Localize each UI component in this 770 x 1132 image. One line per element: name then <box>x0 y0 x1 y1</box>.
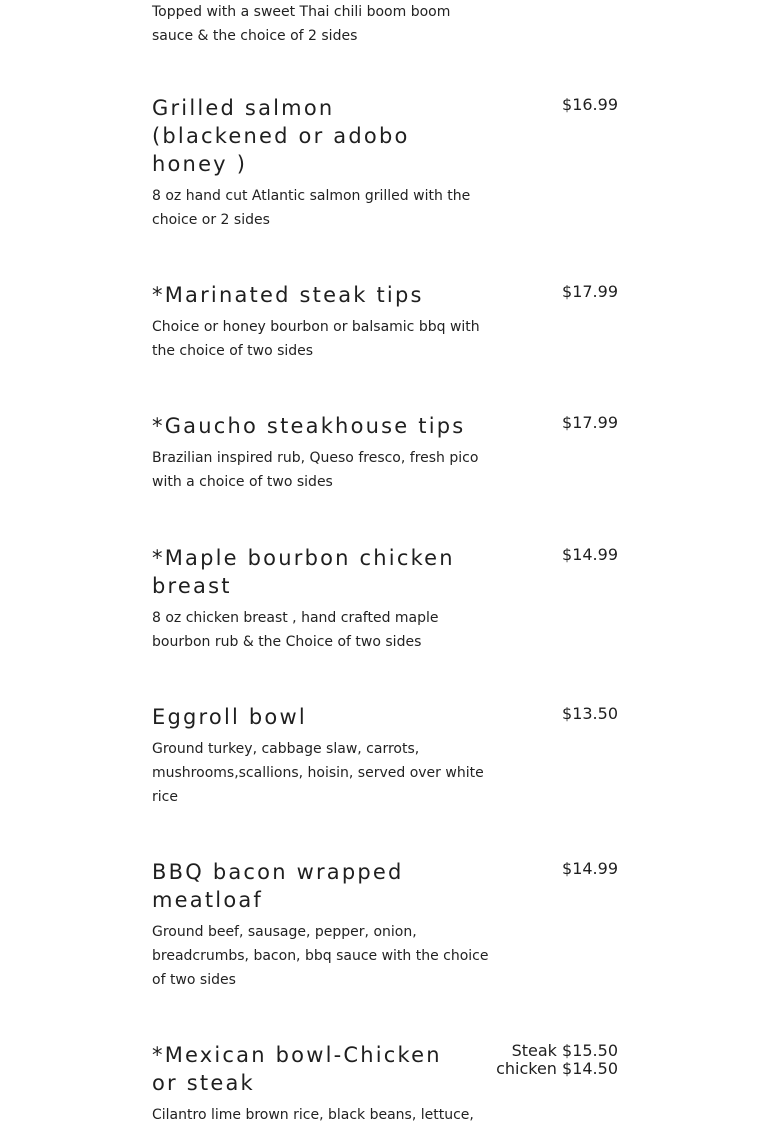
item-name: *Gaucho steakhouse tips <box>152 414 466 438</box>
item-name: Grilled salmon (blackened or adobo honey ) <box>152 96 410 176</box>
item-price: $17.99 <box>562 413 618 432</box>
menu-item <box>152 412 618 494</box>
item-price: $16.99 <box>562 95 618 114</box>
item-description: Cilantro lime brown rice, black beans, lettuce, <box>152 1107 474 1123</box>
menu-item <box>152 94 618 232</box>
item-name: *Marinated steak tips <box>152 283 424 307</box>
item-description: Ground turkey, cabbage slaw, carrots, mushrooms,scallions, hoisin, served over white rice <box>152 741 484 805</box>
menu-item <box>152 281 618 363</box>
menu-item <box>152 858 618 992</box>
item-price-chicken: chicken $14.50 <box>496 1059 618 1078</box>
menu-item <box>152 0 618 48</box>
menu-item <box>152 544 618 654</box>
item-name: *Mexican bowl-Chicken or steak <box>152 1043 442 1095</box>
item-name: *Maple bourbon chicken breast <box>152 546 455 598</box>
item-price: $13.50 <box>562 704 618 723</box>
menu-item <box>152 703 618 809</box>
item-description: Choice or honey bourbon or balsamic bbq with the choice of two sides <box>152 319 480 359</box>
item-description: 8 oz chicken breast , hand crafted maple bourbon rub & the Choice of two sides <box>152 610 439 650</box>
item-price: $17.99 <box>562 282 618 301</box>
item-price-steak: Steak $15.50 <box>511 1041 618 1060</box>
item-description: Ground beef, sausage, pepper, onion, breadcrumbs, bacon, bbq sauce with the choice of two sides <box>152 924 489 988</box>
menu-item <box>152 1041 618 1127</box>
item-name: Eggroll bowl <box>152 705 307 729</box>
item-description: Brazilian inspired rub, Queso fresco, fresh pico with a choice of two sides <box>152 450 479 490</box>
item-name: BBQ bacon wrapped meatloaf <box>152 860 404 912</box>
item-description: 8 oz hand cut Atlantic salmon grilled with the choice or 2 sides <box>152 188 471 228</box>
item-price <box>496 1042 618 1078</box>
item-price: $14.99 <box>562 859 618 878</box>
item-price: $14.99 <box>562 545 618 564</box>
item-description: Topped with a sweet Thai chili boom boom sauce & the choice of 2 sides <box>152 4 451 44</box>
